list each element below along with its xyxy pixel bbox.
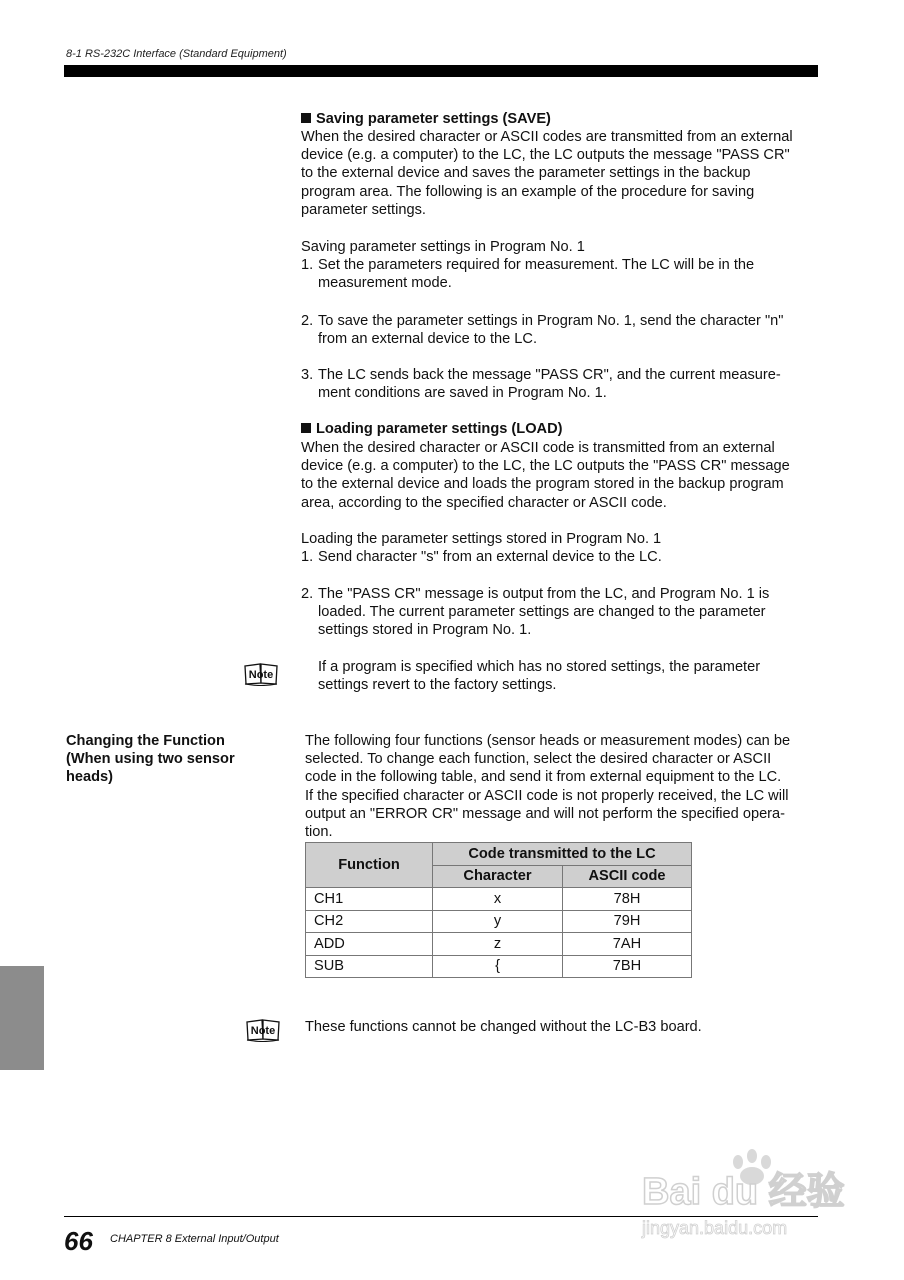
save-heading-text: Saving parameter settings (SAVE) [316, 111, 551, 127]
save-heading [301, 110, 551, 128]
step-line: ment conditions are saved in Program No. 1. [318, 385, 607, 402]
table-row [306, 888, 692, 911]
function-code-table [305, 842, 692, 978]
step-line: settings stored in Program No. 1. [318, 622, 532, 639]
cell-ascii: 79H [563, 910, 692, 933]
step-number: 3. [301, 367, 314, 383]
watermark-url: jingyan.baidu.com [642, 1218, 788, 1238]
text-line: device (e.g. a computer) to the LC, the LC outputs the "PASS CR" message [301, 458, 790, 475]
running-head: 8-1 RS-232C Interface (Standard Equipment) [66, 48, 287, 60]
step-line: The LC sends back the message "PASS CR", and the current measure- [318, 367, 781, 383]
footer-rule [64, 1216, 818, 1217]
col-header-character: Character [433, 865, 563, 888]
text-line: The following four functions (sensor heads or measurement modes) can be [305, 733, 791, 749]
text-line: code in the following table, and send it from external equipment to the LC. [305, 769, 782, 786]
step-line: Send character "s" from an external device to the LC. [318, 549, 662, 565]
step-line: loaded. The current parameter settings are changed to the parameter [318, 604, 766, 621]
cell-function: CH2 [306, 910, 433, 933]
text-line: to the external device and saves the parameter settings in the backup [301, 165, 751, 182]
cell-function: CH1 [306, 888, 433, 911]
cell-function: SUB [306, 955, 433, 978]
note-book-icon [243, 662, 279, 686]
cell-ascii: 7BH [563, 955, 692, 978]
square-bullet-icon [301, 423, 311, 433]
text-line: area, according to the specified character or ASCII code. [301, 494, 667, 511]
cell-function: ADD [306, 933, 433, 956]
note-book-icon [245, 1018, 281, 1042]
side-heading-line: Changing the Function [66, 733, 225, 749]
cell-ascii: 78H [563, 888, 692, 911]
chapter-title: CHAPTER 8 External Input/Output [110, 1233, 279, 1245]
note-function: These functions cannot be changed without the LC-B3 board. [305, 1019, 702, 1035]
note-line: If a program is specified which has no stored settings, the parameter [318, 659, 761, 675]
header-bar [64, 65, 818, 77]
step-line: To save the parameter settings in Program No. 1, send the character "n" [318, 313, 784, 329]
step-line: Set the parameters required for measurement. The LC will be in the [318, 257, 755, 273]
col-header-function: Function [306, 843, 433, 888]
step-number: 1. [301, 257, 314, 273]
cell-character: z [433, 933, 563, 956]
text-line: When the desired character or ASCII codes are transmitted from an external [301, 129, 793, 145]
step-line: The "PASS CR" message is output from the LC, and Program No. 1 is [318, 586, 770, 602]
load-heading [301, 420, 563, 438]
note-label: Note [248, 669, 274, 681]
col-header-code-group: Code transmitted to the LC [433, 843, 692, 866]
square-bullet-icon [301, 113, 311, 123]
chapter-side-tab [0, 966, 44, 1070]
side-heading [66, 732, 235, 787]
text-line: When the desired character or ASCII code is transmitted from an external [301, 440, 775, 456]
side-heading-line: heads) [66, 769, 114, 786]
note-load [318, 658, 760, 694]
save-body [301, 128, 793, 219]
table-row [306, 955, 692, 978]
step-number: 2. [301, 313, 314, 329]
text-line: device (e.g. a computer) to the LC, the LC outputs the message "PASS CR" [301, 147, 790, 164]
page-number: 66 [64, 1226, 93, 1256]
step-number: 1. [301, 549, 314, 565]
text-line: to the external device and loads the program stored in the backup program [301, 476, 784, 493]
save-example-title: Saving parameter settings in Program No. 1 [301, 239, 585, 255]
step-line: measurement mode. [318, 275, 452, 292]
note-label: Note [250, 1025, 276, 1037]
watermark-logo-text: Bai du 经验 [642, 1171, 845, 1213]
load-example-title: Loading the parameter settings stored in Program No. 1 [301, 531, 662, 547]
table-row [306, 933, 692, 956]
cell-character: x [433, 888, 563, 911]
load-body [301, 439, 790, 512]
col-header-ascii: ASCII code [563, 865, 692, 888]
note-line: settings revert to the factory settings. [318, 677, 557, 694]
cell-character: { [433, 955, 563, 978]
text-line: parameter settings. [301, 201, 426, 218]
step-line: from an external device to the LC. [318, 331, 538, 348]
function-body [305, 732, 790, 841]
text-line: output an "ERROR CR" message and will not perform the specified opera- [305, 805, 786, 822]
text-line: program area. The following is an example of the procedure for saving [301, 183, 755, 200]
text-line: tion. [305, 824, 333, 841]
table-row [306, 910, 692, 933]
step-number: 2. [301, 586, 314, 602]
baidu-watermark [640, 1142, 850, 1242]
cell-ascii: 7AH [563, 933, 692, 956]
side-heading-line: (When using two sensor [66, 751, 235, 768]
cell-character: y [433, 910, 563, 933]
text-line: selected. To change each function, select the desired character or ASCII [305, 751, 772, 768]
load-heading-text: Loading parameter settings (LOAD) [316, 421, 563, 437]
text-line: If the specified character or ASCII code is not properly received, the LC will [305, 787, 789, 804]
